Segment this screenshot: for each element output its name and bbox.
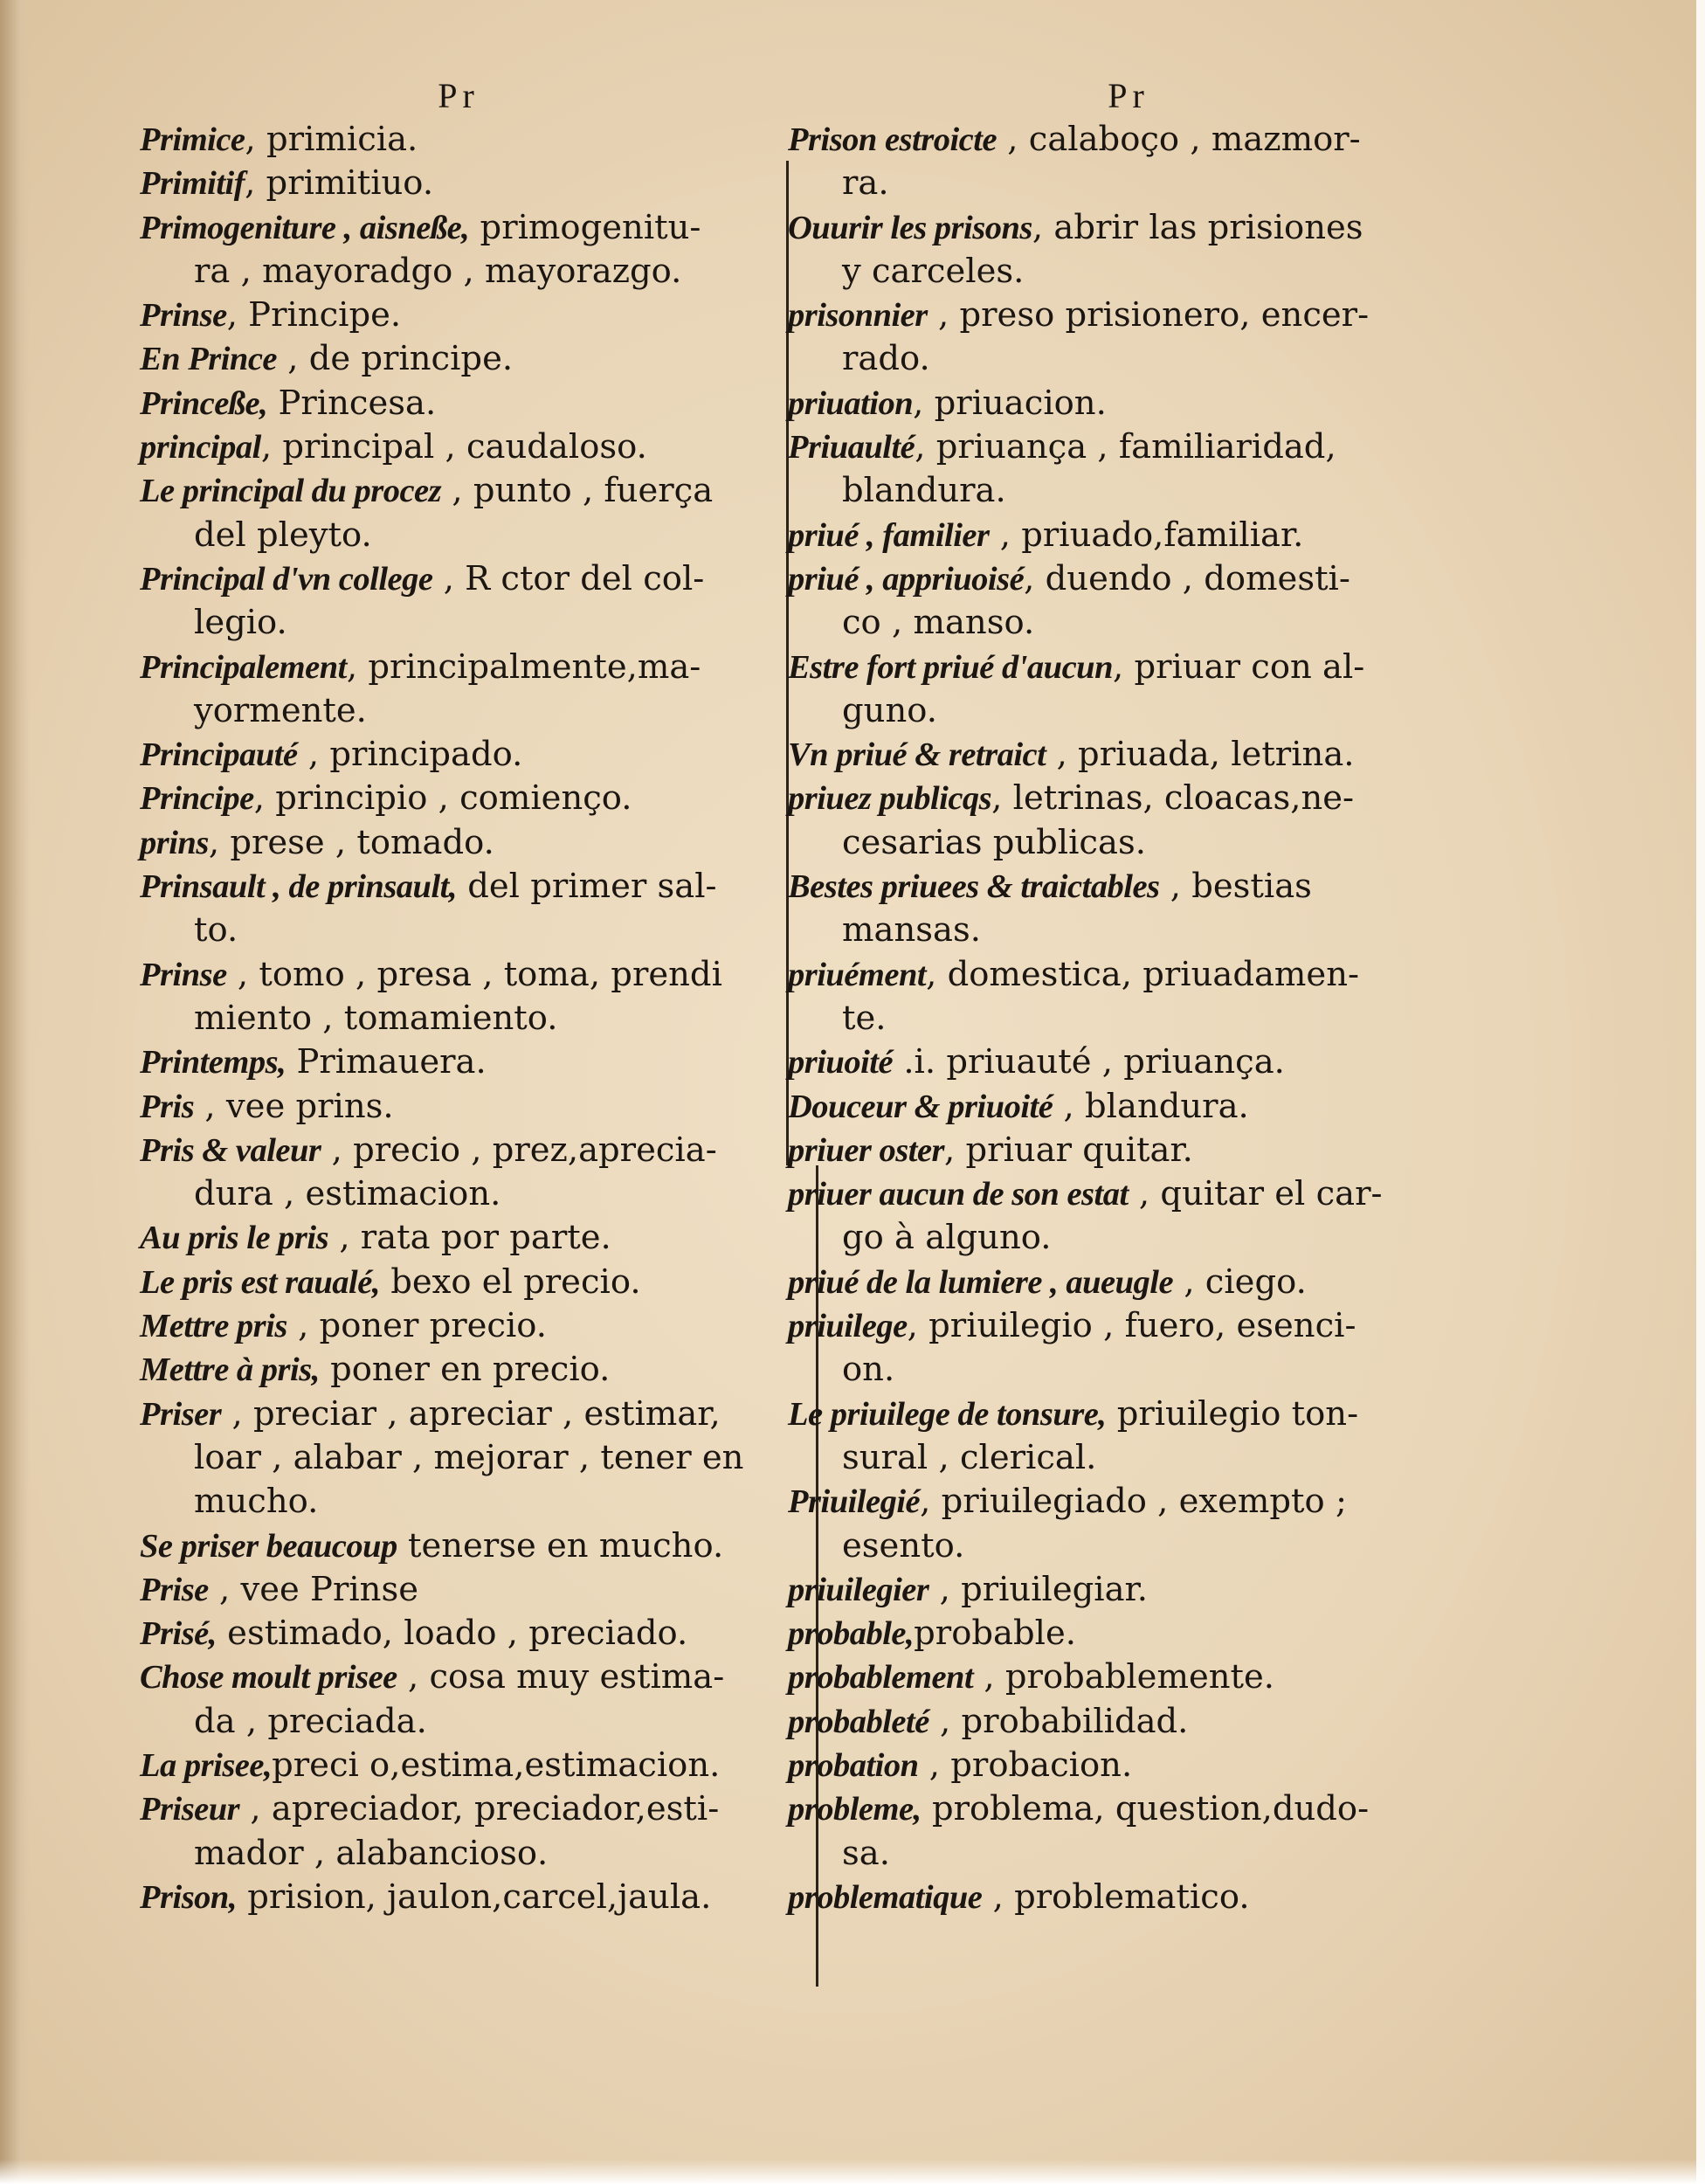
translation: calaboço , mazmor- — [1028, 120, 1361, 159]
translation-continuation: yormente. — [194, 690, 367, 730]
dictionary-entry — [140, 733, 777, 777]
dictionary-entry — [140, 1129, 777, 1217]
translation-continuation: on. — [842, 1350, 895, 1390]
separator: , — [1128, 1174, 1161, 1214]
dictionary-entry — [140, 118, 777, 162]
translation: priuilegiado , exempto ; — [941, 1482, 1347, 1522]
separator — [1106, 1394, 1116, 1434]
headword: Douceur & priuoité — [788, 1088, 1053, 1125]
translation: vee Prinse — [240, 1569, 419, 1609]
separator: , — [194, 1086, 226, 1126]
translation: priuauté , priuança. — [946, 1042, 1285, 1082]
dictionary-entry — [788, 1040, 1469, 1084]
right-column — [788, 74, 1469, 1919]
headword: principal — [140, 429, 261, 467]
headword: probleme, — [788, 1791, 922, 1828]
translation: prese , tomado. — [230, 822, 494, 862]
dictionary-entry — [140, 821, 777, 865]
translation: precio , prez,aprecia- — [353, 1130, 717, 1170]
dictionary-entry — [140, 1216, 777, 1260]
translation-continuation: cesarias publicas. — [842, 822, 1146, 862]
translation-continuation: del pleyto. — [194, 515, 372, 555]
separator: , — [927, 295, 960, 335]
translation-continuation: ra , mayoradgo , mayorazgo. — [194, 251, 682, 291]
headword: Chose moult prisee — [140, 1659, 397, 1697]
translation: priuilegio , fuero, esenci- — [928, 1306, 1356, 1346]
separator: , — [944, 1130, 966, 1170]
separator: , — [989, 515, 1022, 555]
dictionary-entry — [140, 1348, 777, 1392]
translation-continuation: te. — [842, 998, 887, 1038]
separator: , — [1053, 1086, 1086, 1126]
dictionary-entry — [788, 1744, 1469, 1787]
dictionary-entry — [140, 865, 777, 953]
translation: principado. — [329, 735, 523, 775]
separator: , — [1046, 735, 1079, 775]
headword: Primice — [140, 121, 245, 158]
translation: ciego. — [1205, 1261, 1307, 1302]
translation-continuation: sa. — [842, 1833, 890, 1873]
headword: priué de la lumiere , aueugle — [788, 1263, 1174, 1301]
headword: prisonnier — [788, 297, 928, 335]
translation: priuar con al- — [1134, 646, 1365, 687]
headword: Princeße, — [140, 384, 268, 422]
dictionary-entry — [140, 777, 777, 820]
translation-continuation: legio. — [194, 603, 287, 643]
dictionary-entry — [140, 162, 777, 205]
headword: Priseur — [140, 1791, 240, 1828]
separator — [397, 1526, 408, 1565]
page-edge — [1696, 0, 1705, 2184]
translation: problematico. — [1014, 1876, 1250, 1917]
translation: primogenitu- — [480, 207, 701, 247]
translation: principalmente,ma- — [368, 646, 701, 687]
headword: priuoité — [788, 1044, 894, 1082]
headword: Priuaulté — [788, 429, 915, 467]
dictionary-entry — [788, 294, 1469, 382]
headword: En Prince — [140, 341, 278, 378]
page-bottom-edge — [0, 2160, 1705, 2184]
separator: , — [277, 339, 309, 379]
separator: , — [928, 1569, 962, 1609]
translation: blandura. — [1085, 1086, 1249, 1126]
separator: , — [226, 295, 249, 335]
headword: probable, — [788, 1615, 915, 1653]
separator: , — [346, 646, 369, 687]
separator: , — [973, 1657, 1005, 1697]
headword: Principalement — [140, 648, 347, 686]
dictionary-entry — [788, 382, 1469, 425]
translation-continuation: blandura. — [842, 471, 1006, 511]
translation: priuacion. — [934, 383, 1107, 423]
separator: , — [1113, 646, 1135, 687]
translation-continuation: to. — [194, 910, 238, 950]
dictionary-entry — [140, 294, 777, 337]
headword: prins — [140, 824, 209, 861]
right-running-head: Pr — [1108, 76, 1149, 115]
translation: principio , comienço. — [275, 778, 632, 819]
dictionary-entry — [788, 1700, 1469, 1744]
separator: , — [328, 1218, 361, 1258]
dictionary-entry — [788, 1480, 1469, 1568]
headword: priuer aucun de son estat — [788, 1176, 1129, 1213]
translation-continuation: y carceles. — [842, 251, 1025, 291]
headword: probableté — [788, 1703, 929, 1740]
headword: problematique — [788, 1878, 983, 1916]
translation: tomo , presa , toma, prendi — [259, 954, 722, 994]
headword: Priuilegié — [788, 1483, 921, 1521]
translation: letrinas, cloacas,ne- — [1012, 778, 1355, 819]
translation: preciar , apreciar , estimar, — [252, 1393, 721, 1434]
headword: Mettre à pris, — [140, 1351, 320, 1389]
translation-continuation: mador , alabanciosо. — [194, 1833, 549, 1873]
dictionary-entry — [140, 1655, 777, 1744]
translation: primicia. — [266, 120, 418, 159]
dictionary-entry — [788, 514, 1469, 557]
separator: , — [226, 954, 259, 994]
translation: Principe. — [248, 295, 402, 335]
translation-continuation: co , manso. — [842, 603, 1035, 643]
translation: priuilegio ton- — [1116, 1393, 1359, 1434]
translation: priuada, letrina. — [1078, 735, 1355, 775]
separator — [267, 384, 278, 423]
headword: Se priser beaucoup — [140, 1527, 397, 1565]
translation: probablemente. — [1004, 1657, 1275, 1697]
headword: priuer oster — [788, 1131, 945, 1169]
headword: Prison, — [140, 1878, 237, 1916]
separator: .i. — [893, 1042, 947, 1082]
translation-continuation: esento. — [842, 1525, 965, 1565]
translation: preso prisionero, encer- — [959, 295, 1370, 335]
translation: duendo , domesti- — [1045, 558, 1350, 598]
separator: , — [1032, 207, 1054, 247]
separator: , — [221, 1393, 253, 1434]
translation: bexo el precio. — [390, 1261, 641, 1302]
translation: de principe. — [308, 339, 514, 379]
separator — [922, 1789, 932, 1828]
translation: prision, jaulon,carcel,jaula. — [247, 1876, 712, 1917]
headword: probation — [788, 1746, 919, 1784]
headword: Prisé, — [140, 1615, 217, 1653]
separator: , — [913, 383, 935, 423]
translation: apreciador, preciador,esti- — [271, 1789, 720, 1829]
translation: primitiuo. — [266, 163, 434, 204]
translation-continuation: da , preciada. — [194, 1701, 427, 1741]
dictionary-entry — [140, 337, 777, 381]
translation-continuation: sural , clerical. — [842, 1437, 1097, 1477]
headword: priuation — [788, 384, 914, 422]
dictionary-entry — [140, 646, 777, 734]
translation: priuilegiar. — [961, 1569, 1148, 1609]
separator: , — [208, 1569, 241, 1609]
dictionary-entry — [788, 425, 1469, 514]
translation: principal , caudaloso. — [282, 427, 647, 467]
separator: , — [397, 1657, 430, 1697]
dictionary-entry — [140, 557, 777, 646]
separator: , — [286, 1306, 320, 1346]
dictionary-entry — [788, 1085, 1469, 1129]
headword: Principe — [140, 780, 254, 818]
separator: , — [918, 1745, 951, 1785]
translation: preci o,estima,estimacion. — [272, 1745, 721, 1785]
dictionary-entry — [788, 206, 1469, 294]
translation: abrir las prisiones — [1053, 207, 1363, 247]
headword: Prinsault , de prinsault, — [140, 868, 457, 906]
headword: Estre fort priué d'aucun — [788, 648, 1114, 686]
translation-continuation: miento , tomamiento. — [194, 998, 558, 1038]
translation: rata por parte. — [360, 1218, 611, 1258]
headword: Principauté — [140, 736, 298, 774]
separator — [469, 208, 480, 247]
headword: Prison estroicte — [788, 121, 997, 158]
dictionary-entry — [788, 1787, 1469, 1876]
separator: , — [245, 120, 267, 159]
dictionary-entry — [788, 646, 1469, 734]
left-column — [140, 74, 777, 1919]
dictionary-entry — [140, 1524, 777, 1568]
separator: , — [253, 778, 276, 819]
separator: , — [260, 427, 283, 467]
dictionary-entry — [788, 1876, 1469, 1919]
separator: , — [997, 120, 1029, 159]
translation: Primauera. — [296, 1042, 487, 1082]
page-gutter — [0, 0, 30, 2184]
translation: probacion. — [950, 1745, 1133, 1785]
translation-continuation: go à alguno. — [842, 1218, 1052, 1258]
translation: probabilidad. — [961, 1701, 1189, 1741]
separator: , — [920, 1482, 942, 1522]
separator — [457, 867, 467, 906]
separator — [286, 1042, 296, 1082]
dictionary-entry — [788, 557, 1469, 646]
translation-continuation: loar , alabar , mejorar , tener en — [194, 1437, 744, 1477]
dictionary-entry — [140, 206, 777, 294]
dictionary-entry — [788, 1612, 1469, 1655]
separator: , — [432, 558, 466, 598]
translation-continuation: mansas. — [842, 910, 981, 950]
headword: Principal d'vn college — [140, 560, 433, 598]
separator — [237, 1877, 247, 1917]
translation: priuança , familiaridad, — [935, 427, 1336, 467]
dictionary-entry — [140, 1612, 777, 1655]
separator — [217, 1614, 227, 1653]
translation: bestias — [1191, 867, 1312, 907]
dictionary-entry — [140, 1304, 777, 1348]
separator: , — [907, 1306, 929, 1346]
separator — [320, 1350, 330, 1389]
headword: Au pris le pris — [140, 1220, 329, 1257]
dictionary-entry — [140, 1744, 777, 1787]
dictionary-entry — [140, 425, 777, 469]
translation: probable. — [914, 1614, 1076, 1654]
dictionary-entry — [140, 953, 777, 1041]
translation: tenerse en mucho. — [407, 1525, 724, 1565]
translation: priuar quitar. — [965, 1130, 1193, 1170]
separator: , — [239, 1789, 272, 1829]
separator: , — [1024, 558, 1046, 598]
headword: Pris — [140, 1088, 195, 1125]
separator: , — [1173, 1261, 1205, 1302]
translation: poner en precio. — [330, 1350, 611, 1390]
headword: Ouurir les prisons — [788, 209, 1032, 246]
headword: Bestes priuees & traictables — [788, 868, 1160, 906]
headword: Primogeniture , aisneße, — [140, 209, 470, 246]
dictionary-entry — [788, 733, 1469, 777]
headword: Primitif — [140, 165, 245, 203]
dictionary-entry — [140, 1876, 777, 1919]
separator: , — [926, 954, 948, 994]
dictionary-entry — [140, 469, 777, 557]
dictionary-entry — [788, 1568, 1469, 1612]
translation-continuation: ra. — [842, 163, 889, 204]
translation-continuation: guno. — [842, 690, 937, 730]
headword: probablement — [788, 1659, 974, 1697]
headword: priuément — [788, 956, 927, 993]
headword: Priser — [140, 1395, 222, 1433]
dictionary-entry — [140, 1085, 777, 1129]
left-entries — [140, 118, 777, 1919]
translation-continuation: dura , estimacion. — [194, 1174, 501, 1214]
headword: Pris & valeur — [140, 1131, 321, 1169]
dictionary-entry — [140, 1393, 777, 1524]
translation: Princesa. — [278, 383, 437, 423]
headword: Printemps, — [140, 1044, 286, 1082]
dictionary-entry — [788, 1172, 1469, 1261]
dictionary-entry — [788, 953, 1469, 1041]
headword: Mettre pris — [140, 1308, 287, 1345]
separator: , — [991, 778, 1013, 819]
translation: cosa muy estima- — [429, 1657, 725, 1697]
headword: Prinse — [140, 956, 227, 993]
separator: , — [321, 1130, 354, 1170]
dictionary-entry — [788, 777, 1469, 865]
dictionary-entry — [140, 1568, 777, 1612]
translation: poner precio. — [319, 1306, 548, 1346]
translation-continuation: mucho. — [194, 1482, 319, 1522]
headword: priuez publicqs — [788, 780, 992, 818]
dictionary-entry — [788, 1304, 1469, 1393]
separator: , — [297, 735, 330, 775]
left-running-head: Pr — [438, 76, 480, 115]
headword: La prisee, — [140, 1746, 273, 1784]
translation: domestica, priuadamen- — [947, 954, 1360, 994]
headword: priué , familier — [788, 516, 990, 554]
separator — [380, 1262, 390, 1302]
dictionary-entry — [140, 382, 777, 425]
headword: Prise — [140, 1571, 209, 1608]
dictionary-entry — [788, 118, 1469, 206]
separator: , — [245, 163, 266, 204]
translation-continuation: rado. — [842, 339, 930, 379]
translation: problema, question,dudo- — [931, 1789, 1370, 1829]
dictionary-entry — [788, 1655, 1469, 1699]
dictionary-entry — [788, 1393, 1469, 1481]
headword: Le principal du procez — [140, 473, 442, 510]
translation: vee prins. — [225, 1086, 394, 1126]
headword: Le priuilege de tonsure, — [788, 1395, 1107, 1433]
separator: , — [208, 822, 231, 862]
separator: , — [928, 1701, 962, 1741]
translation: priuado,familiar. — [1021, 515, 1304, 555]
headword: priuilegier — [788, 1571, 929, 1608]
dictionary-entry — [788, 1129, 1469, 1172]
translation: estimado, loado , preciado. — [227, 1614, 688, 1654]
dictionary-entry — [140, 1261, 777, 1304]
separator: , — [1159, 867, 1192, 907]
dictionary-entry — [788, 865, 1469, 953]
headword: Prinse — [140, 297, 227, 335]
translation: R ctor del col- — [465, 558, 705, 598]
separator: , — [915, 427, 936, 467]
translation: del primer sal- — [467, 867, 717, 907]
dictionary-entry — [140, 1787, 777, 1876]
separator: , — [441, 471, 473, 511]
headword: priuilege — [788, 1308, 908, 1345]
headword: Vn priué & retraict — [788, 736, 1046, 774]
right-entries — [788, 118, 1469, 1919]
headword: Le pris est raualé, — [140, 1263, 380, 1301]
dictionary-entry — [140, 1040, 777, 1084]
dictionary-entry — [788, 1261, 1469, 1304]
separator: , — [982, 1876, 1015, 1917]
translation: quitar el car- — [1160, 1174, 1383, 1214]
translation: punto , fuerça — [473, 471, 714, 511]
headword: priué , appriuoisé — [788, 560, 1025, 598]
